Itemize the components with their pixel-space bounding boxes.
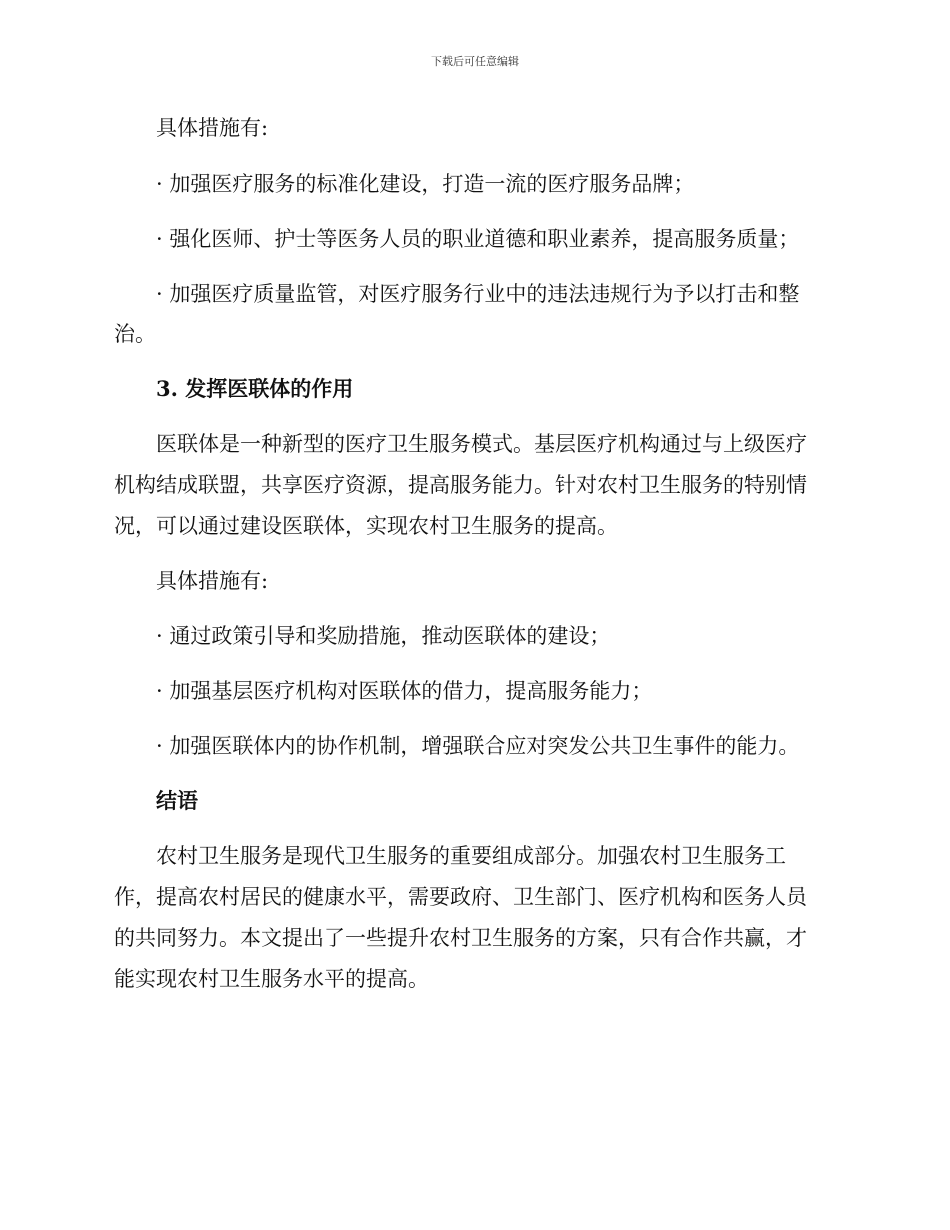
bullet-item-continuation: 治。 <box>114 322 156 346</box>
section-heading: 3. 发挥医联体的作用 <box>156 376 354 401</box>
paragraph-line: 况，可以通过建设医联体，实现农村卫生服务的提高。 <box>114 514 618 538</box>
paragraph-line: 农村卫生服务是现代卫生服务的重要组成部分。加强农村卫生服务工 <box>156 844 786 868</box>
section-heading: 结语 <box>156 788 198 813</box>
paragraph-line: 作，提高农村居民的健康水平，需要政府、卫生部门、医疗机构和医务人员 <box>114 885 807 909</box>
paragraph-line: 的共同努力。本文提出了一些提升农村卫生服务的方案，只有合作共赢，才 <box>114 926 807 950</box>
paragraph-line: 能实现农村卫生服务水平的提高。 <box>114 967 429 991</box>
paragraph-line: 医联体是一种新型的医疗卫生服务模式。基层医疗机构通过与上级医疗 <box>156 432 807 456</box>
bullet-item: · 加强医联体内的协作机制，增强联合应对突发公共卫生事件的能力。 <box>156 734 800 758</box>
measures-label: 具体措施有: <box>156 569 269 593</box>
bullet-item: · 加强医疗服务的标准化建设，打造一流的医疗服务品牌； <box>156 172 695 196</box>
bullet-item: · 加强医疗质量监管，对医疗服务行业中的违法违规行为予以打击和整 <box>156 282 800 306</box>
bullet-item: · 强化医师、护士等医务人员的职业道德和职业素养，提高服务质量； <box>156 227 800 251</box>
paragraph-line: 机构结成联盟，共享医疗资源，提高服务能力。针对农村卫生服务的特别情 <box>114 473 807 497</box>
bullet-item: · 通过政策引导和奖励措施，推动医联体的建设； <box>156 624 611 648</box>
bullet-item: · 加强基层医疗机构对医联体的借力，提高服务能力； <box>156 679 653 703</box>
page-header: 下载后可任意编辑 <box>431 55 519 68</box>
measures-label: 具体措施有: <box>156 116 269 140</box>
